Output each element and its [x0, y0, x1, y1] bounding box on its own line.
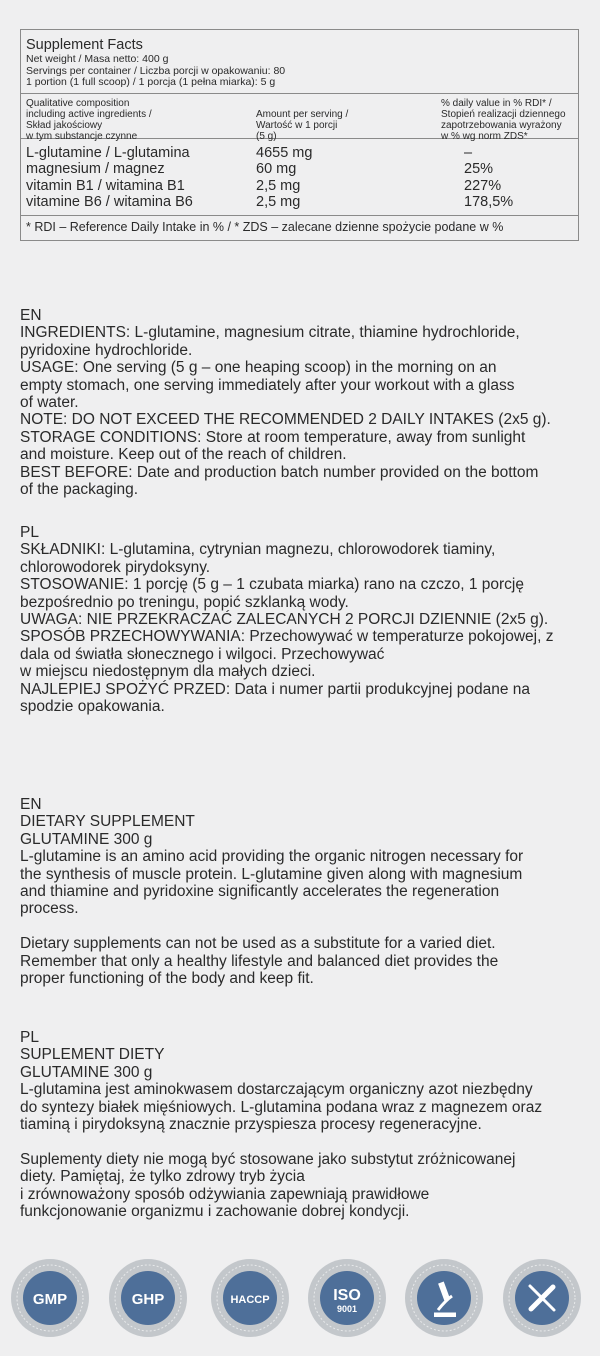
text-line: SUPLEMENT DIETY — [20, 1046, 165, 1064]
ingredient-amount: 60 mg — [256, 161, 297, 177]
ingredient-amount: 4655 mg — [256, 144, 313, 161]
ingredient-name: L-glutamine / L-glutamina — [26, 144, 190, 161]
text-line: UWAGA: NIE PRZEKRACZAĆ ZALECANYCH 2 PORCJI DZIENNIE (2x5 g). — [20, 611, 549, 629]
text-line: EN — [20, 307, 42, 324]
header-line: Skład jakościowy — [26, 119, 103, 131]
text-line: USAGE: One serving (5 g – one heaping scoop) in the morning on an — [20, 359, 497, 377]
text-line: INGREDIENTS: L-glutamine, magnesium citrate, thiamine hydrochloride, — [20, 324, 520, 342]
text-line: DIETARY SUPPLEMENT — [20, 813, 195, 831]
facts-rows — [21, 139, 578, 216]
servings-per-container: Servings per container / Liczba porcji w opakowaniu: 80 — [26, 64, 286, 77]
microscope-icon — [404, 1258, 484, 1338]
net-weight: Net weight / Masa netto: 400 g — [26, 53, 169, 65]
haccp-badge-icon — [210, 1258, 290, 1338]
text-line: BEST BEFORE: Date and production batch number provided on the bottom — [20, 463, 539, 481]
text-line: Suplementy diety nie mogą być stosowane jako substytut zróżnicowanej — [20, 1150, 516, 1168]
text-line: NAJLEPIEJ SPOŻYĆ PRZED: Data i numer partii produkcyjnej podane na — [20, 680, 531, 698]
text-line: empty stomach, one serving immediately after your workout with a glass — [20, 376, 515, 394]
ingredient-name: magnesium / magnez — [26, 161, 165, 177]
portion-size: 1 portion (1 full scoop) / 1 porcja (1 pełna miarka): 5 g — [26, 76, 276, 88]
header-line: w % wg norm ZDS* — [441, 130, 528, 142]
blank-line — [20, 918, 585, 935]
text-line: STOSOWANIE: 1 porcję (5 g – 1 czubata miarka) rano na czczo, 1 porcję — [20, 576, 524, 594]
text-line: GLUTAMINE 300 g — [20, 1063, 153, 1081]
ingredient-daily-value: – — [464, 144, 473, 161]
text-line: GLUTAMINE 300 g — [20, 830, 153, 848]
facts-header — [21, 30, 578, 94]
column-header-amount — [256, 98, 436, 142]
badge-label: ISO — [333, 1287, 361, 1304]
header-line: (5 g) — [256, 130, 277, 142]
text-line: PL — [20, 1029, 39, 1046]
ingredient-name: vitamine B6 / witamina B6 — [26, 194, 193, 210]
facts-column-headers — [21, 94, 578, 142]
facts-title: Supplement Facts — [26, 37, 143, 53]
header-line: % daily value in % RDI* / — [441, 97, 552, 109]
table-row — [26, 145, 573, 162]
column-header-composition — [26, 97, 256, 142]
text-line: SKŁADNIKI: L-glutamina, cytrynian magnezu, chlorowodorek tiaminy, — [20, 541, 496, 559]
badge-sublabel: 9001 — [336, 1304, 358, 1314]
section-pl-description — [20, 1029, 585, 1220]
ingredient-amount: 2,5 mg — [256, 194, 301, 210]
table-row — [26, 178, 573, 195]
text-line: process. — [20, 900, 79, 918]
no-doping-icon — [502, 1258, 582, 1338]
ingredient-daily-value: 178,5% — [464, 194, 514, 210]
badge-label: GHP — [131, 1291, 165, 1308]
text-line: bezpośrednio po treningu, popić szklanką wody. — [20, 593, 349, 611]
text-line: Remember that only a healthy lifestyle and balanced diet provides the — [20, 952, 499, 970]
supplement-facts-table — [20, 29, 579, 241]
header-line: zapotrzebowania wyrażony — [441, 119, 562, 131]
text-line: pyridoxine hydrochloride. — [20, 341, 193, 359]
text-line: i zrównoważony sposób odżywiania zapewniają prawidłowe — [20, 1185, 430, 1203]
table-row — [26, 194, 573, 211]
text-line: PL — [20, 524, 39, 541]
header-line: Wartość w 1 porcji — [256, 119, 338, 131]
ingredient-daily-value: 227% — [464, 177, 502, 194]
gmp-badge-icon — [10, 1258, 90, 1338]
header-line: including active ingredients / — [26, 108, 152, 120]
text-line: tiaminą i pirydoksyną znacznie przyspiesza procesy regeneracyjne. — [20, 1116, 482, 1134]
text-line: dala od światła słonecznego i wilgoci. Przechowywać — [20, 645, 385, 663]
text-line: proper functioning of the body and keep fit. — [20, 970, 314, 988]
text-line: L-glutamine is an amino acid providing the organic nitrogen necessary for — [20, 848, 524, 866]
text-line: funkcjonowanie organizmu i zachowanie dobrej kondycji. — [20, 1203, 410, 1221]
section-en-description — [20, 796, 585, 987]
certification-badges — [0, 1252, 600, 1342]
header-line: Qualitative composition — [26, 97, 130, 109]
text-line: of the packaging. — [20, 481, 139, 499]
iso-badge-icon — [307, 1258, 387, 1338]
section-pl-ingredients — [20, 524, 585, 715]
text-line: STORAGE CONDITIONS: Store at room temperature, away from sunlight — [20, 428, 526, 446]
header-line: w tym substancje czynne — [26, 130, 138, 142]
text-line: and moisture. Keep out of the reach of children. — [20, 446, 347, 464]
table-row — [26, 161, 573, 178]
text-line: w miejscu niedostępnym dla małych dzieci. — [20, 663, 316, 681]
text-line: spodzie opakowania. — [20, 698, 165, 716]
text-line: do syntezy białek mięśniowych. L-glutamina podana wraz z magnezem oraz — [20, 1098, 543, 1116]
column-header-daily-value — [436, 97, 573, 142]
badge-label: GMP — [32, 1291, 68, 1308]
ingredient-amount: 2,5 mg — [256, 177, 301, 194]
facts-footnote: * RDI – Reference Daily Intake in % / * ZDS – zalecane dzienne spożycie podane w % — [26, 219, 504, 234]
text-line: SPOSÓB PRZECHOWYWANIA: Przechowywać w temperaturze pokojowej, z — [20, 628, 554, 646]
section-en-ingredients — [20, 307, 585, 498]
header-line: Stopień realizacji dziennego — [441, 108, 566, 120]
ingredient-daily-value: 25% — [464, 161, 494, 177]
text-line: Dietary supplements can not be used as a substitute for a varied diet. — [20, 935, 496, 953]
header-line: Amount per serving / — [256, 108, 349, 120]
ingredient-name: vitamin B1 / witamina B1 — [26, 177, 185, 194]
text-line: of water. — [20, 394, 79, 412]
ghp-badge-icon — [108, 1258, 188, 1338]
text-line: the synthesis of muscle protein. L-glutamine given along with magnesium — [20, 865, 523, 883]
text-line: chlorowodorek pirydoksyny. — [20, 558, 211, 576]
text-line: L-glutamina jest aminokwasem dostarczającym organiczny azot niezbędny — [20, 1081, 533, 1099]
text-line: NOTE: DO NOT EXCEED THE RECOMMENDED 2 DAILY INTAKES (2x5 g). — [20, 411, 551, 429]
text-line: diety. Pamiętaj, że tylko zdrowy tryb życia — [20, 1168, 305, 1186]
blank-line — [20, 1133, 585, 1150]
text-line: and thiamine and pyridoxine significantly accelerates the regeneration — [20, 883, 500, 901]
badge-label: HACCP — [230, 1294, 270, 1306]
text-line: EN — [20, 796, 42, 813]
